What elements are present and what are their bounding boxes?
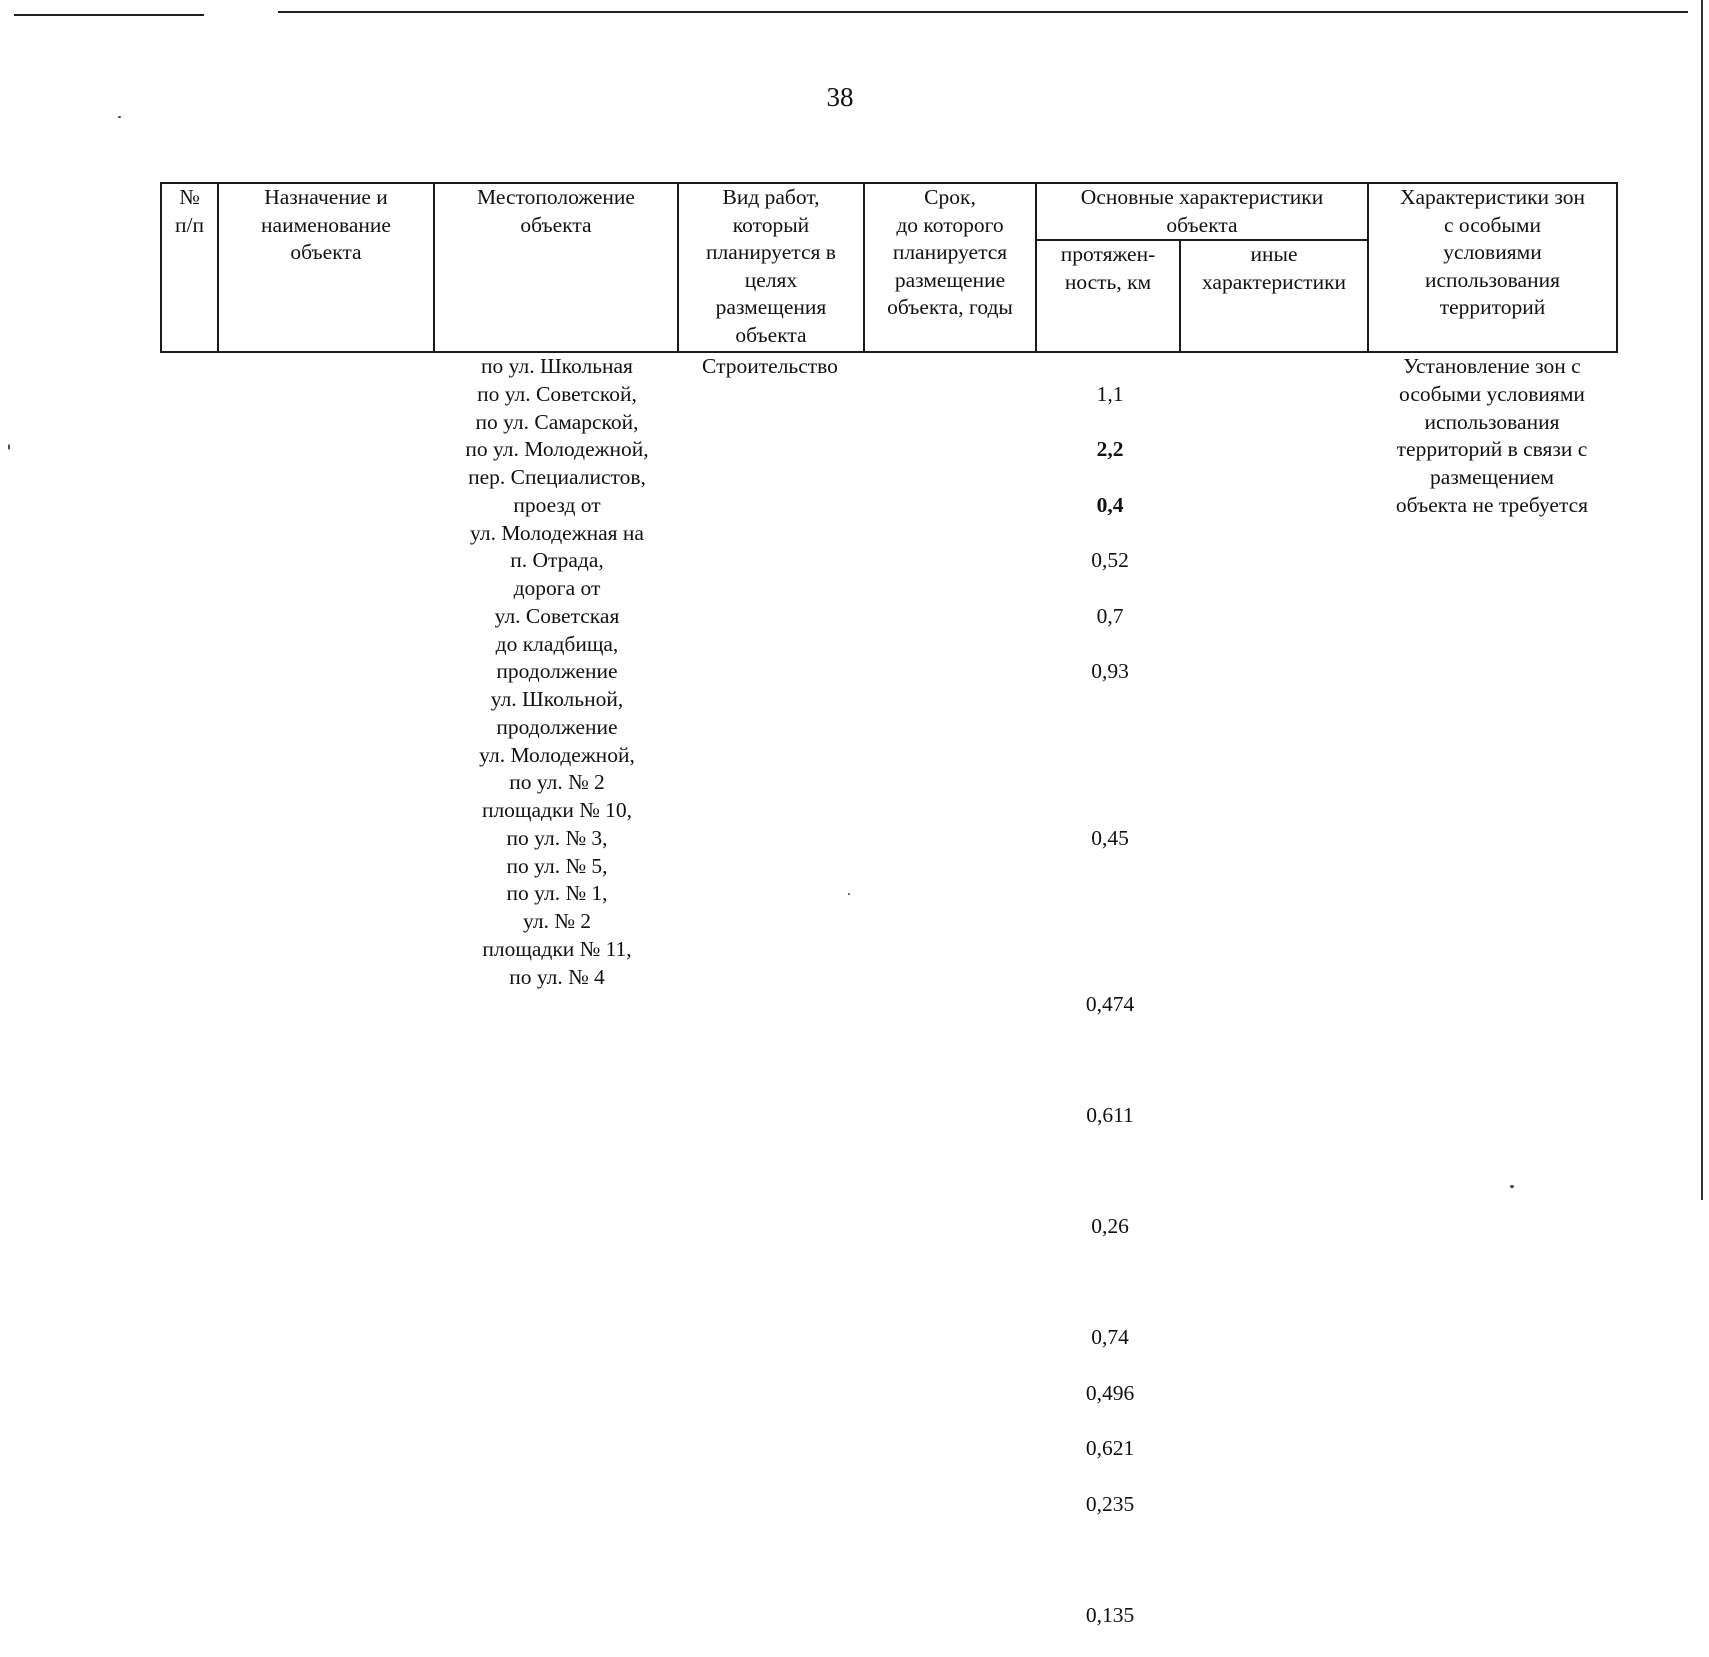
header-main-characteristics: Основные характеристики объекта	[1036, 183, 1368, 240]
scan-speck	[118, 116, 121, 118]
header-zones: Характеристики зон с особыми условиями использования территорий	[1368, 183, 1617, 352]
header-name: Назначение и наименование объекта	[218, 183, 434, 352]
length-value	[1037, 1158, 1183, 1186]
scan-speck	[1510, 1185, 1514, 1188]
header-work-type: Вид работ, который планируется в целях размещения объекта	[678, 183, 864, 352]
length-value	[1037, 1047, 1183, 1075]
length-value: 0,26	[1091, 1214, 1129, 1239]
length-value	[1037, 714, 1183, 742]
length-value: 0,4	[1096, 492, 1124, 517]
length-value	[1037, 1269, 1183, 1297]
location-cell: по ул. Школьная по ул. Советской, по ул. Самарской, по ул. Молодежной, пер. Специалистов, проезд от ул. Молодежная на п. Отрада, дорога от ул. Советская до кладбища, продолжение ул. Школьной, продолжение ул. Молодежной, по ул. № 2 площадки № 10, по ул. № 3, по ул. № 5, по ул. № 1, ул. № 2 площадки № 11, по ул. № 4	[465, 354, 649, 989]
length-value: 0,74	[1091, 1325, 1129, 1350]
length-value: 0,135	[1085, 1602, 1135, 1627]
length-value	[1037, 769, 1183, 797]
zones-cell: Установление зон с особыми условиями использования территорий в связи с размещением объекта не требуется	[1395, 354, 1589, 517]
length-value: 0,7	[1096, 603, 1124, 628]
length-value: 0,52	[1091, 548, 1129, 573]
length-value: 0,611	[1086, 1103, 1134, 1128]
header-length: протяжен- ность, км	[1036, 240, 1180, 352]
length-value: 0,235	[1085, 1491, 1135, 1516]
length-value	[1037, 936, 1183, 964]
length-value: 2,2	[1096, 437, 1124, 462]
scan-speck	[8, 444, 10, 450]
length-value	[1037, 1546, 1183, 1574]
header-deadline: Срок, до которого планируется размещение объекта, годы	[864, 183, 1036, 352]
scan-edge-line	[1701, 0, 1703, 1200]
work-type-cell: Строительство	[702, 354, 838, 378]
length-value: 0,621	[1085, 1436, 1135, 1461]
length-value: 0,474	[1085, 992, 1135, 1017]
length-value: 0,45	[1091, 825, 1129, 850]
scan-edge-line	[278, 11, 1688, 13]
header-num: № п/п	[161, 183, 218, 352]
scan-speck	[848, 893, 850, 895]
table-header	[160, 182, 1618, 353]
length-value	[1037, 880, 1183, 908]
length-value: 1,1	[1096, 381, 1124, 406]
scan-edge-line	[14, 14, 204, 16]
length-cell	[1037, 353, 1183, 1657]
header-location: Местоположение объекта	[434, 183, 678, 352]
header-other: иные характеристики	[1180, 240, 1368, 352]
page-number: 38	[826, 82, 854, 112]
length-value: 0,496	[1085, 1380, 1135, 1405]
length-value: 0,93	[1091, 659, 1129, 684]
